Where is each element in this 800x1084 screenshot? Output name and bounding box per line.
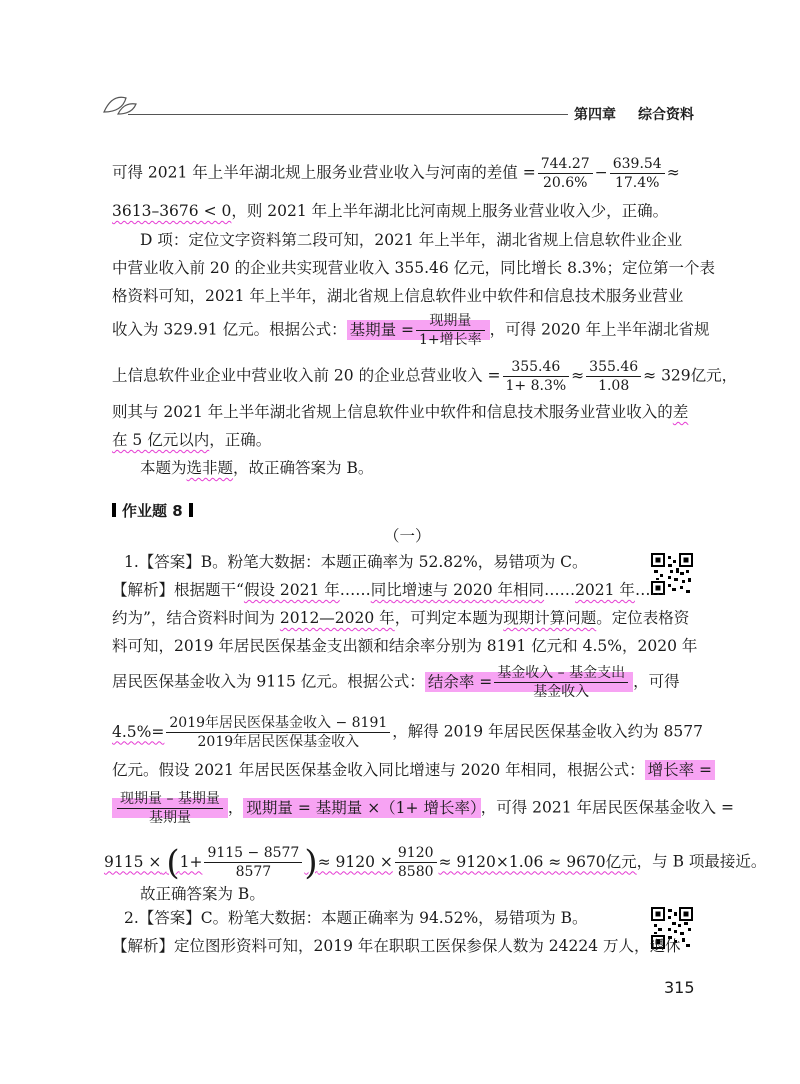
formula-highlight: 结余率 = $\frac{\text{基金收入 – 基金支出}}{\text{基金收入}}$ <box>425 672 633 692</box>
chapter-label: 第四章 <box>574 107 616 123</box>
calc-line-2: 3613–3676 < 0，则 2021 年上半年湖北比河南规上服务业营业收入少，正确。 <box>112 202 669 220</box>
conclusion-line: 本题为选非题，故正确答案为 B。 <box>140 459 374 477</box>
calc-line: 9115 × (1+ $\frac{9115 - 8577}{8577}$ )≈ 9120 × $\frac{9120}{8580}$ ≈ 9120×1.06 ≈ 9670亿元，与 B 项最接近。 <box>104 842 767 883</box>
formula-line: 收入为 329.91 亿元。根据公式： 基期量 = $\frac{\text{现期量}}{\text{1+增长率}}$ ，可得 2020 年上半年湖北省规 <box>112 313 710 348</box>
formula-line: 上信息软件业企业中营业收入前 20 的企业总营业收入 = $\frac{355.46}{1+ 8.3\%}$ ≈ $\frac{355.46}{1.08}$ ≈ 329亿元， <box>112 359 738 394</box>
analysis-line: 料可知，2019 年居民医保基金支出额和结余率分别为 8191 亿元和 4.5%，2020 年 <box>112 637 698 655</box>
answer-line: 1.【答案】B。粉笔大数据：本题正确率为 52.82%，易错项为 C。 <box>124 553 588 571</box>
formula-highlight: $\frac{\text{现期量 – 基期量}}{\text{基期量}}$ <box>112 798 228 818</box>
formula-highlight: 基期量 = $\frac{\text{现期量}}{\text{1+增长率}}$ <box>347 320 490 340</box>
analysis-line: 约为”，结合资料时间为 2012—2020 年，可判定本题为现期计算问题。定位表格资 <box>112 609 690 627</box>
page-number: 315 <box>664 978 695 997</box>
formula-line: 居民医保基金收入为 9115 亿元。根据公式： 结余率 = $\frac{\text{基金收入 – 基金支出}}{\text{基金收入}}$ ，可得 <box>112 665 680 700</box>
text-line: 中营业收入前 20 的企业共实现营业收入 355.46 亿元，同比增长 8.3%；定位第一个表 <box>112 259 715 277</box>
header-rule <box>128 114 568 115</box>
chapter-title: 综合资料 <box>638 107 694 123</box>
analysis-line: 【解析】根据题干“假设 2021 年……同比增速与 2020 年相同……2021 年…… <box>112 581 666 599</box>
calc-line-1: 可得 2021 年上半年湖北规上服务业营业收入与河南的差值 = $\frac{744.27}{20.6\%}$ − $\frac{639.54}{17.4\%}$ ≈ <box>112 156 680 191</box>
conclusion-line: 故正确答案为 B。 <box>140 885 265 903</box>
analysis-line: 【解析】定位图形资料可知，2019 年在职职工医保参保人数为 24224 万人，退休 <box>112 937 681 955</box>
text-line: D 项：定位文字资料第二段可知，2021 年上半年，湖北省规上信息软件业企业 <box>140 231 683 249</box>
text-line: 则其与 2021 年上半年湖北省规上信息软件业中软件和信息技术服务业营业收入的差 <box>112 403 689 421</box>
formula-line: 亿元。假设 2021 年居民医保基金收入同比增速与 2020 年相同，根据公式： 增长率 = <box>112 756 702 784</box>
text-line: 格资料可知，2021 年上半年，湖北省规上信息软件业中软件和信息技术服务业营业 <box>112 287 684 305</box>
answer-line: 2.【答案】C。粉笔大数据：本题正确率为 94.52%，易错项为 B。 <box>124 909 588 927</box>
formula-line: 4.5%= $\frac{\text{2019年居民医保基金收入 − 8191}}{\text{2019年居民医保基金收入}}$ ，解得 2019 年居民医保基金收入约为 8577 <box>112 715 703 750</box>
section-label: （一） <box>384 527 431 545</box>
homework-heading: 作业题 8 <box>112 500 193 521</box>
formula-line: $\frac{\text{现期量 – 基期量}}{\text{基期量}}$ ， 现期量 = 基期量 ×（1+ 增长率） ，可得 2021 年居民医保基金收入 = <box>112 790 702 827</box>
text-line: 在 5 亿元以内，正确。 <box>112 431 272 449</box>
